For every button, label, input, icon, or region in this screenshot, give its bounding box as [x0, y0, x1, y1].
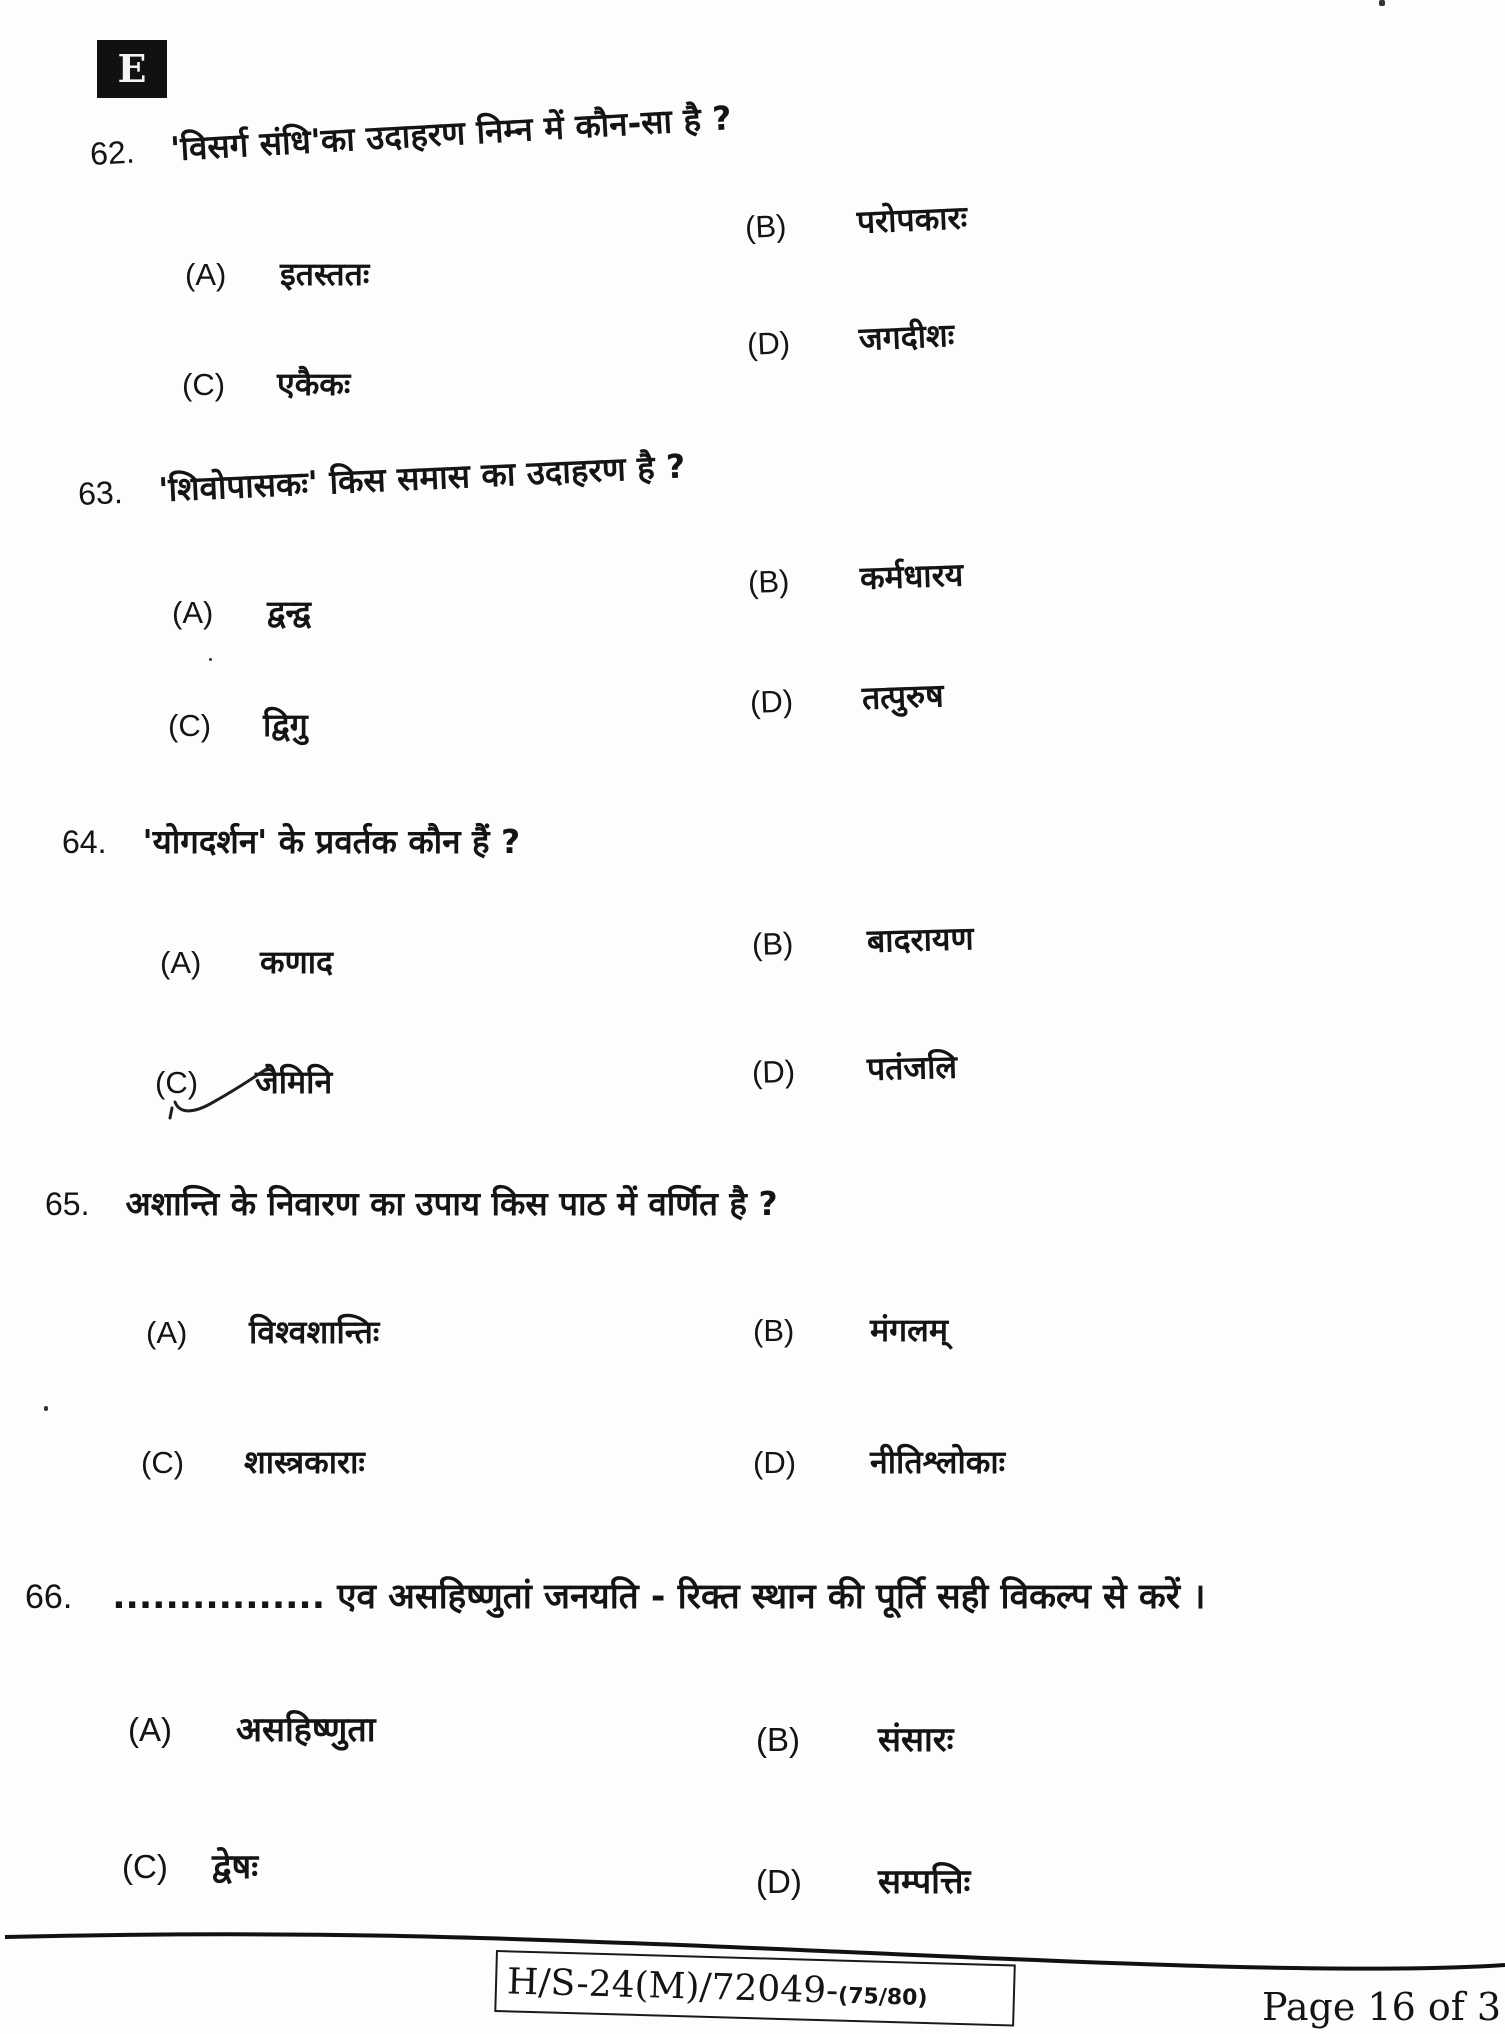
paper-code-suffix: (75/80): [837, 1983, 928, 2012]
option-b[interactable]: [747, 552, 964, 602]
question-prompt: ................ एव असहिष्णुतां जनयति - रिक्त स्थान की पूर्ति सही विकल्प से करें ।: [112, 1577, 1206, 1617]
option-text: नीतिश्लोकाः: [870, 1443, 1006, 1481]
question-text: [45, 1180, 778, 1225]
question-prompt: 'विसर्ग संधि'का उदाहरण निम्न में कौन-सा है ?: [169, 98, 733, 169]
option-d[interactable]: [746, 313, 955, 365]
option-key: (C): [141, 1445, 185, 1480]
option-text: द्विगु: [263, 706, 308, 744]
option-key: (A): [146, 1315, 188, 1350]
page-indicator: Page 16 of 3: [1262, 1985, 1502, 2029]
paper-code: H/S-24(M)/72049-: [506, 1961, 839, 2012]
option-key: (B): [756, 1721, 800, 1758]
option-b[interactable]: [756, 1715, 954, 1761]
option-key: (B): [744, 208, 788, 245]
question-text: [62, 818, 520, 863]
option-d[interactable]: [753, 1440, 1005, 1483]
scan-speck: [209, 658, 212, 661]
question-number: 66.: [25, 1578, 73, 1616]
option-text: जैमिनि: [255, 1063, 333, 1101]
option-text: असहिष्णुता: [236, 1710, 376, 1750]
option-d[interactable]: [749, 673, 944, 723]
option-b[interactable]: [753, 1308, 948, 1351]
option-key: (B): [753, 1313, 795, 1348]
question-set-badge: E: [97, 40, 167, 98]
option-c[interactable]: [182, 362, 350, 405]
option-key: (A): [160, 945, 202, 980]
option-text: तत्पुरुष: [861, 676, 945, 718]
option-text: संसारः: [878, 1720, 954, 1760]
option-text: इतस्ततः: [280, 255, 370, 293]
option-text: कणाद: [260, 943, 333, 981]
option-key: (D): [749, 683, 794, 720]
question-number: 65.: [45, 1186, 90, 1222]
option-d[interactable]: [756, 1857, 970, 1903]
option-key: (C): [168, 708, 212, 743]
option-text: परोपकारः: [856, 198, 968, 242]
option-c[interactable]: [141, 1440, 365, 1483]
option-key: (A): [185, 257, 227, 292]
question-number: 63.: [77, 473, 124, 512]
option-text: बादरायण: [866, 919, 975, 960]
option-text: एकैकः: [277, 365, 351, 403]
question-prompt: 'योगदर्शन' के प्रवर्तक कौन हैं ?: [142, 822, 521, 861]
option-text: सम्पत्तिः: [878, 1862, 971, 1902]
option-text: द्वन्द्व: [267, 593, 311, 631]
option-key: (C): [122, 1848, 168, 1885]
question-prompt: 'शिवोपासकः' किस समास का उदाहरण है ?: [157, 446, 687, 510]
option-c[interactable]: [122, 1842, 258, 1888]
option-a[interactable]: [146, 1310, 379, 1353]
option-c[interactable]: [155, 1060, 332, 1103]
option-key: (C): [155, 1065, 199, 1100]
option-b[interactable]: [751, 916, 974, 965]
option-text: मंगलम्: [870, 1311, 948, 1349]
option-a[interactable]: [128, 1705, 376, 1751]
option-a[interactable]: [185, 252, 369, 295]
option-key: (D): [746, 325, 791, 362]
option-key: (A): [128, 1711, 172, 1748]
option-key: (D): [756, 1863, 802, 1900]
option-text: शास्त्रकाराः: [244, 1443, 365, 1481]
option-a[interactable]: [160, 940, 333, 983]
question-prompt: अशान्ति के निवारण का उपाय किस पाठ में वर्णित है ?: [125, 1184, 778, 1223]
scan-speck: [44, 1406, 48, 1411]
question-text: [25, 1572, 1206, 1619]
option-text: पतंजलि: [866, 1047, 958, 1088]
option-text: विश्वशान्तिः: [249, 1313, 380, 1351]
question-number: 62.: [89, 133, 136, 172]
option-text: जगदीशः: [858, 315, 955, 359]
question-text: [77, 442, 686, 515]
paper-code-box: [494, 1950, 1016, 2026]
option-text: कर्मधारय: [859, 555, 964, 598]
option-key: (A): [172, 595, 214, 630]
option-a[interactable]: [172, 590, 311, 633]
option-key: (D): [751, 1053, 796, 1090]
option-b[interactable]: [744, 195, 968, 248]
option-key: (D): [753, 1445, 797, 1480]
scan-speck: [1379, 0, 1385, 6]
option-key: (B): [747, 563, 790, 600]
option-key: (B): [751, 925, 794, 962]
question-number: 64.: [62, 824, 107, 860]
option-text: द्वेषः: [212, 1847, 259, 1887]
option-key: (C): [182, 367, 226, 402]
question-text: [89, 94, 733, 175]
option-c[interactable]: [168, 703, 308, 746]
option-d[interactable]: [751, 1045, 957, 1093]
